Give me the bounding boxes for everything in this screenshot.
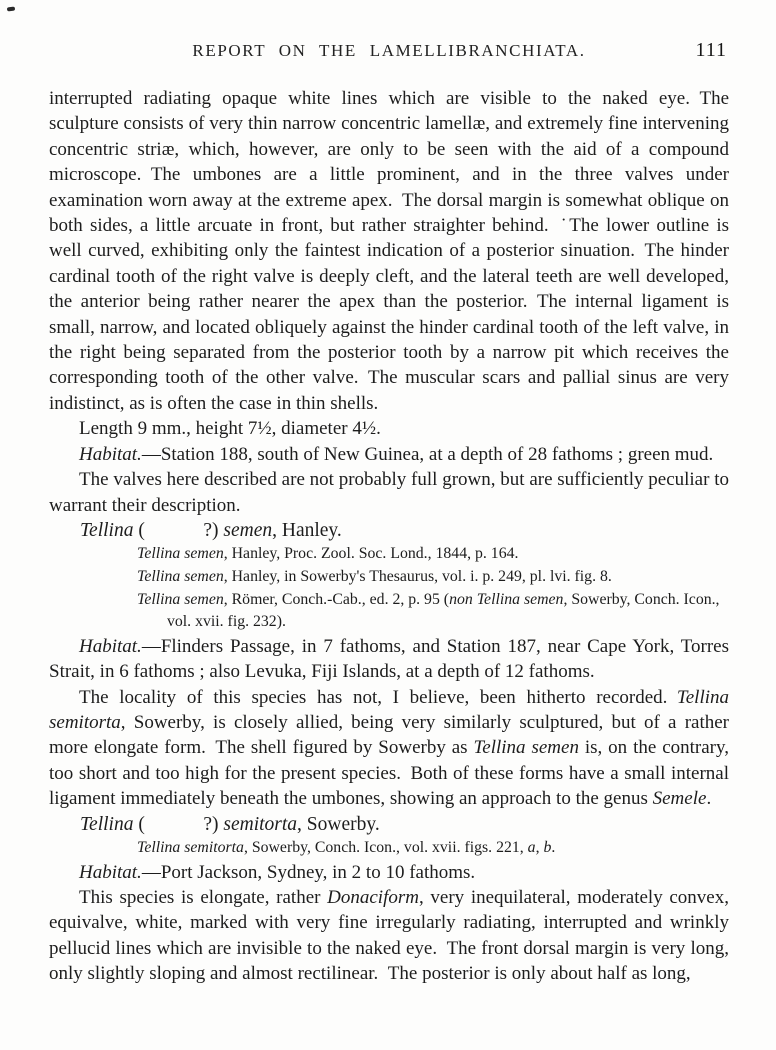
text-run: , Sowerby. xyxy=(297,813,380,835)
text-run: , Hanley, Proc. Zool. Soc. Lond., 1844, p. 164. xyxy=(223,545,519,563)
italic-text-run: Tellina semen xyxy=(137,590,224,608)
para-habitat-flinders xyxy=(49,634,729,685)
italic-text-run: Habitat. xyxy=(79,861,142,883)
text-run: —Port Jackson, Sydney, in 2 to 10 fathoms. xyxy=(141,861,476,883)
ink-speck xyxy=(7,6,15,11)
page-content xyxy=(49,86,729,987)
para-shell-description xyxy=(49,86,729,416)
italic-text-run: semitorta xyxy=(223,813,298,835)
synonym-semitorta-1 xyxy=(49,837,729,860)
page-header xyxy=(49,41,729,65)
italic-text-run: Habitat. xyxy=(79,443,142,465)
text-run: This species is elongate, rather xyxy=(79,886,328,908)
italic-text-run: Tellina xyxy=(80,813,134,835)
synonym-semen-2 xyxy=(49,566,729,589)
text-run: is, on the contrary, too short and too high for the present species. Both of these forms have a small internal ligament immediately beneath the umbones, showing an approach to the genus xyxy=(49,737,730,810)
text-run: The locality of this species has not, I believe, been hitherto recorded. xyxy=(79,686,677,708)
text-run: , Sowerby, Conch. Icon., vol. xvii. fig. 232). xyxy=(167,590,720,631)
italic-text-run: non Tellina semen xyxy=(449,590,564,608)
para-habitat-station-188 xyxy=(49,442,729,467)
heading-tellina-semitorta xyxy=(80,812,729,837)
text-run: , Sowerby, Conch. Icon., vol. xvii. figs. 221, xyxy=(243,838,528,856)
text-run: , Hanley, in Sowerby's Thesaurus, vol. i. p. 249, pl. lvi. fig. 8. xyxy=(223,567,612,585)
text-run: . xyxy=(551,838,556,856)
italic-text-run: Tellina semen xyxy=(137,545,224,563)
italic-text-run: Tellina semitorta xyxy=(137,838,244,856)
text-run: Length 9 mm., height 7½, diameter 4½. xyxy=(79,418,381,440)
italic-text-run: Tellina xyxy=(80,519,134,541)
para-valves-note xyxy=(49,467,729,518)
italic-text-run: Donaciform xyxy=(327,886,419,908)
heading-tellina-semen xyxy=(80,518,729,543)
italic-text-run: b xyxy=(543,838,552,856)
text-run: . xyxy=(706,788,712,810)
text-run: , very inequilateral, moderately convex, equivalve, white, marked with very fine irregularly radiating, interrupted and wrinkly pellucid lines which are invisible to the naked eye. The front dorsal margin is very long, only slightly sloping and almost rectilinear. The posterior is only about half as long, xyxy=(49,886,729,985)
text-run: ( ?) xyxy=(133,813,224,835)
text-run: ( ?) xyxy=(133,519,224,541)
text-run: —Station 188, south of New Guinea, at a depth of 28 fathoms ; green mud. xyxy=(141,443,714,465)
para-dimensions xyxy=(49,416,729,441)
para-locality-note xyxy=(49,685,729,812)
italic-text-run: Habitat. xyxy=(79,635,142,657)
italic-text-run: Semele xyxy=(652,788,707,810)
page-number: 111 xyxy=(695,39,727,61)
italic-text-run: a xyxy=(527,838,536,856)
text-run: , Römer, Conch.-Cab., ed. 2, p. 95 ( xyxy=(223,590,450,608)
text-run: , xyxy=(535,838,544,856)
running-title: REPORT ON THE LAMELLIBRANCHIATA. xyxy=(192,41,586,60)
para-habitat-port-jackson xyxy=(49,860,729,885)
text-run: interrupted radiating opaque white lines which are visible to the naked eye. The sculpture consists of very thin narrow concentric lamellæ, and extremely fine intervening concentric striæ, which, however, are only to be seen with the aid of a compound microscope. The umbones are a little prominent, and in the three valves under examination worn away at the extreme apex. The dorsal margin is somewhat oblique on both sides, a little arcuate in front, but rather straighter behind. ˙The lower outline is well curved, exhibiting only the faintest indication of a posterior sinuation. The hinder cardinal tooth of the right valve is deeply cleft, and the lateral teeth are well developed, the anterior being rather nearer the apex than the posterior. The internal ligament is small, narrow, and located obliquely against the hinder cardinal tooth of the left valve, in the right being separated from the posterior tooth by a narrow pit which receives the corresponding tooth of the other valve. The muscular scars and pallial sinus are very indistinct, as is often the case in thin shells. xyxy=(49,88,729,414)
synonym-semen-3 xyxy=(49,589,729,634)
text-run: , Hanley. xyxy=(272,519,342,541)
synonym-semen-1 xyxy=(49,543,729,566)
text-run: The valves here described are not probably full grown, but are sufficiently peculiar to warrant their description. xyxy=(49,469,729,516)
italic-text-run: Tellina semen xyxy=(137,567,224,585)
italic-text-run: semen xyxy=(223,519,273,541)
para-semitorta-description xyxy=(49,885,729,987)
italic-text-run: Tellina semen xyxy=(473,737,579,759)
text-run: , Sowerby, is closely allied, being very similarly sculptured, but of a rather more elongate form. The shell figured by Sowerby as xyxy=(49,711,729,759)
text-run: —Flinders Passage, in 7 fathoms, and Station 187, near Cape York, Torres Strait, in 6 fathoms ; also Levuka, Fiji Islands, at a depth of 12 fathoms. xyxy=(49,635,729,683)
italic-text-run: Tellina semitorta xyxy=(49,686,729,733)
